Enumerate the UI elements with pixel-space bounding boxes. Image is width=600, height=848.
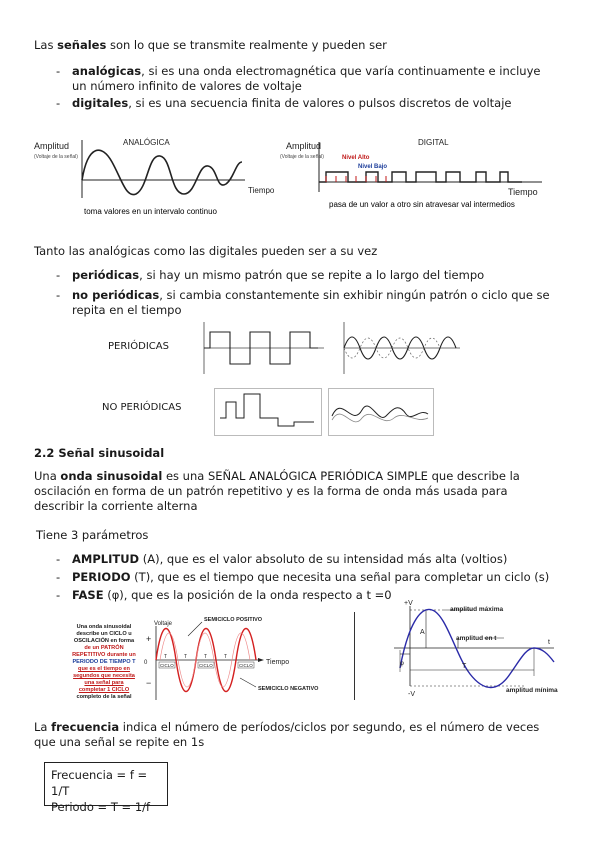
bullet-dash: -: [56, 64, 61, 78]
digital-caption: pasa de un valor a otro sin atravesar val intermedios: [329, 200, 515, 209]
digital-ylabel: Amplitud: [286, 141, 322, 151]
plus-v-label: +V: [404, 600, 413, 607]
type-nonperiodic: [72, 288, 560, 318]
bullet-dash: -: [56, 552, 61, 566]
tiempo-label: Tiempo: [266, 659, 290, 666]
explain-line: REPETITIVO durante un: [72, 652, 136, 658]
freq-bold: frecuencia: [51, 720, 120, 734]
explain-line: PERIODO DE TIEMPO T: [72, 659, 136, 665]
ciclo-label: CICLO: [199, 663, 213, 668]
digital-high-label: Nivel Alto: [342, 155, 370, 161]
digital-title: DIGITAL: [418, 138, 449, 147]
formula-box: [44, 762, 168, 814]
sinus-cycles-graph: [140, 608, 340, 704]
sinus-definition: [34, 469, 560, 514]
t-mark: T: [204, 654, 208, 660]
intro-pre: Las: [34, 38, 58, 52]
analog-xlabel: Tiempo: [248, 186, 275, 195]
type-analog-text: , si es una onda electromagnética que varía continuamente e incluye: [141, 64, 541, 78]
type-analog: [72, 64, 560, 94]
digital-sample-marks: [326, 176, 386, 182]
freq-line2: que una señal se repite en 1s: [34, 735, 205, 749]
digital-wave: [319, 172, 522, 182]
sinus-def-bold: onda sinusoidal: [60, 469, 163, 483]
digital-xlabel: Tiempo: [508, 187, 538, 197]
zero-label: 0: [144, 660, 148, 666]
freq-pre: La: [34, 720, 52, 734]
analog-ylabel2: (Voltaje de la señal): [34, 154, 78, 160]
bullet-dash: -: [56, 570, 61, 584]
bullet-dash: -: [56, 268, 61, 282]
periodic-label: PERIÓDICAS: [108, 341, 169, 352]
type-periodic: [72, 268, 560, 283]
semi-neg-label: SEMICICLO NEGATIVO: [258, 686, 319, 692]
intro-bold: señales: [57, 38, 107, 52]
t-mark: T: [164, 654, 168, 660]
param-amplitud-text: (A), que es el valor absoluto de su intensidad más alta (voltios): [139, 552, 508, 566]
bullet-dash: -: [56, 588, 61, 602]
analog-title: ANALÓGICA: [123, 138, 170, 147]
explain-line: OSCILACIÓN en forma: [73, 638, 135, 644]
semi-pos-label: SEMICICLO POSITIVO: [204, 617, 263, 623]
intro-post: son lo que se transmite realmente y pueden ser: [106, 38, 387, 52]
section-title: 2.2 Señal sinusoidal: [34, 446, 165, 460]
analog-ylabel: Amplitud: [34, 141, 70, 151]
analog-digital-figure: [30, 132, 560, 224]
explain-line: completo de la señal: [76, 694, 132, 700]
formula-period: Periodo = T = 1/f: [51, 800, 151, 814]
sinus-def-line3: describir la corriente alterna: [34, 499, 198, 513]
nonperiodic-wave-graph: [328, 388, 434, 436]
amp-max-label: amplitud máxima: [450, 606, 504, 613]
type-periodic-bold: periódicas: [72, 268, 140, 282]
bullet-dash: -: [56, 96, 61, 110]
figure-divider: [354, 612, 355, 700]
type-nonperiodic-text: , si cambia constantemente sin exhibir ningún patrón o ciclo que se: [159, 288, 550, 302]
ciclo-label: CICLO: [239, 663, 253, 668]
blue-sine-wave: [400, 609, 554, 687]
explain-line: una señal para: [84, 680, 124, 686]
plus-sign: +: [146, 634, 152, 644]
digital-ylabel2: (Voltaje de la señal): [280, 154, 324, 160]
t-mark: T: [184, 654, 188, 660]
analog-caption: toma valores en un intervalo continuo: [84, 207, 217, 216]
amp-t-label: amplitud en t: [456, 635, 497, 642]
digital-low-label: Nivel Bajo: [358, 164, 388, 170]
phi-label: φ: [400, 661, 404, 667]
analog-wave: [82, 150, 242, 194]
explain-line: que es el tiempo en: [78, 666, 130, 672]
sinus-explain-text: [56, 624, 152, 701]
freq-line1: indica el número de períodos/ciclos por segundo, es el número de veces: [119, 720, 540, 734]
voltaje-label: Voltaje: [154, 621, 173, 627]
type-digital-bold: digitales: [72, 96, 129, 110]
param-fase-bold: FASE: [72, 588, 104, 602]
param-amplitud-bold: AMPLITUD: [72, 552, 140, 566]
a-label: A: [420, 629, 425, 636]
explain-line: de un PATRÓN: [84, 645, 124, 651]
type-analog-text2: un número infinito de valores de voltaje: [72, 79, 302, 93]
amp-min-label: amplitud mínima: [506, 687, 558, 694]
intro-line: [34, 38, 560, 53]
sinus-def-pre: Una: [34, 469, 61, 483]
periodic-sine-graph: [338, 320, 464, 376]
minus-v-label: -V: [408, 691, 415, 698]
params-intro: Tiene 3 parámetros: [36, 528, 149, 542]
both-line: Tanto las analógicas como las digitales pueden ser a su vez: [34, 244, 378, 258]
nonperiodic-square-graph: [214, 388, 322, 436]
frequency-definition: [34, 720, 560, 750]
t-mark: T: [224, 654, 228, 660]
param-fase-text: (φ), que es la posición de la onda respecto a t =0: [103, 588, 392, 602]
bullet-dash: -: [56, 288, 61, 302]
periodic-square-graph: [200, 320, 328, 376]
sinus-def-line1: es una SEÑAL ANALÓGICA PERIÓDICA SIMPLE que describe la: [162, 469, 520, 483]
minus-sign: −: [146, 678, 152, 688]
explain-line: completar 1 CICLO: [78, 687, 130, 693]
type-nonperiodic-bold: no periódicas: [72, 288, 160, 302]
explain-line: describe un CICLO u: [76, 631, 132, 637]
type-periodic-text: , si hay un mismo patrón que se repite a lo largo del tiempo: [139, 268, 485, 282]
type-digital: [72, 96, 560, 111]
type-nonperiodic-text2: repita en el tiempo: [72, 303, 182, 317]
formula-frequency: Frecuencia = f = 1/T: [51, 768, 148, 798]
param-periodo: [72, 570, 560, 585]
ciclo-label: CICLO: [160, 663, 174, 668]
type-analog-bold: analógicas: [72, 64, 142, 78]
param-amplitud: [72, 552, 560, 567]
type-digital-text: , si es una secuencia finita de valores o pulsos discretos de voltaje: [128, 96, 512, 110]
period-T-label: T: [462, 663, 467, 670]
sinus-parameters-graph: [374, 596, 560, 700]
param-periodo-text: (T), que es el tiempo que necesita una señal para completar un ciclo (s): [130, 570, 550, 584]
explain-line: Una onda sinusoidal: [76, 624, 132, 630]
param-periodo-bold: PERIODO: [72, 570, 131, 584]
explain-line: segundos que necesita: [73, 673, 135, 679]
t-axis-label: t: [548, 639, 550, 646]
sinus-def-line2: oscilación en forma de un patrón repetitivo y es la forma de onda más usada para: [34, 484, 508, 498]
nonperiodic-label: NO PERIÓDICAS: [102, 402, 182, 413]
